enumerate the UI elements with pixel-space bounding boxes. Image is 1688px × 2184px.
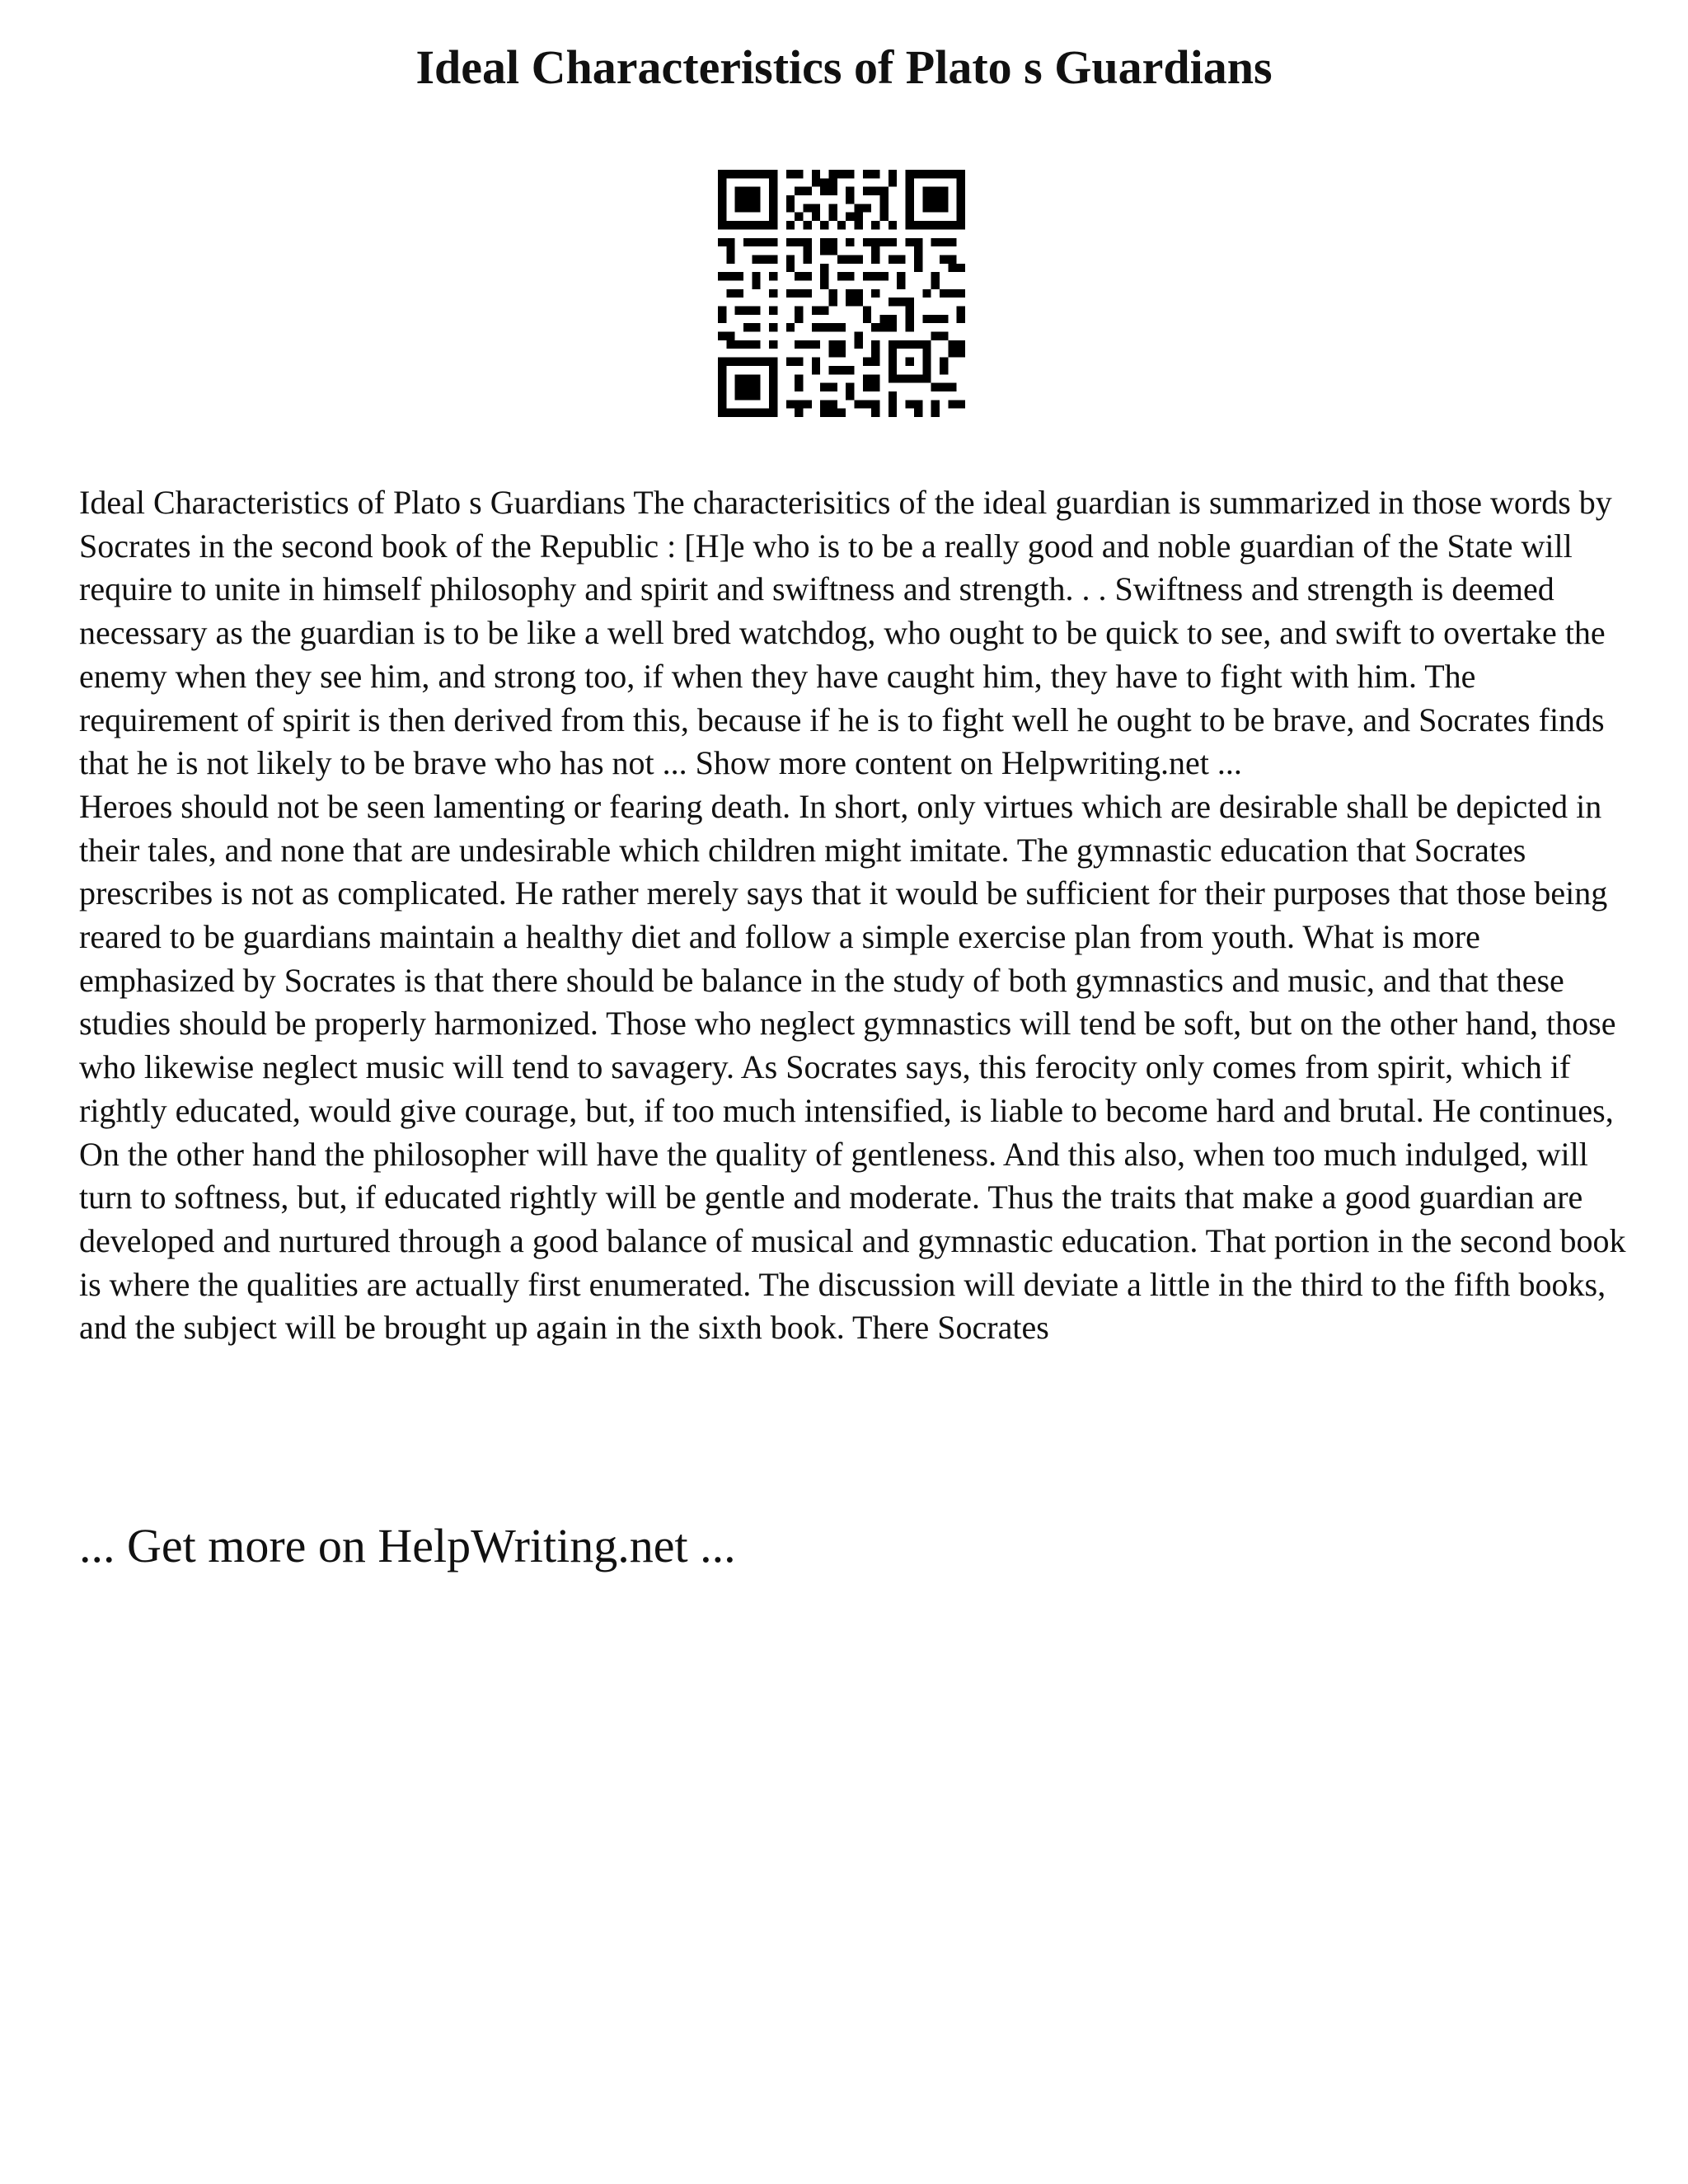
qr-code-icon[interactable] — [718, 170, 965, 417]
page-title: Ideal Characteristics of Plato s Guardians — [415, 40, 1273, 94]
paragraph-intro: Ideal Characteristics of Plato s Guardians The characterisitics of the ideal guardian is summarized in those words by Socrates in the second book of the Republic : [H]e who is to be a really good and noble guardian of the State will require to unite in himself philosophy and spirit and swiftness and strength. . . Swiftness and strength is deemed necessary as the guardian is to be like a well bred watchdog, who ought to be quick to see, and swift to overtake the enemy when they see him, and strong too, if when they have caught him, they have to fight with him. The requirement of spirit is then derived from this, because if he is to fight well he ought to be brave, and Socrates finds that he is not likely to be brave who has not ... Show more content on Helpwriting.net ... — [79, 484, 1612, 782]
document-body — [79, 481, 1629, 1350]
get-more-link[interactable]: ... Get more on HelpWriting.net ... — [79, 1519, 736, 1572]
paragraph-main: Heroes should not be seen lamenting or fearing death. In short, only virtues which are desirable shall be depicted in their tales, and none that are undesirable which children might imitate. The gymnastic education that Socrates prescribes is not as complicated. He rather merely says that it would be sufficient for their purposes that those being reared to be guardians maintain a healthy diet and follow a simple exercise plan from youth. What is more emphasized by Socrates is that there should be balance in the study of both gymnastics and music, and that these studies should be properly harmonized. Those who neglect gymnastics will tend be soft, but on the other hand, those who likewise neglect music will tend to savagery. As Socrates says, this ferocity only comes from spirit, which if rightly educated, would give courage, but, if too much intensified, is liable to become hard and brutal. He continues, On the other hand the philosopher will have the quality of gentleness. And this also, when too much indulged, will turn to softness, but, if educated rightly will be gentle and moderate. Thus the traits that make a good guardian are developed and nurtured through a good balance of musical and gymnastic education. That portion in the second book is where the qualities are actually first enumerated. The discussion will deviate a little in the third to the fifth books, and the subject will be brought up again in the sixth book. There Socrates — [79, 787, 1626, 1347]
